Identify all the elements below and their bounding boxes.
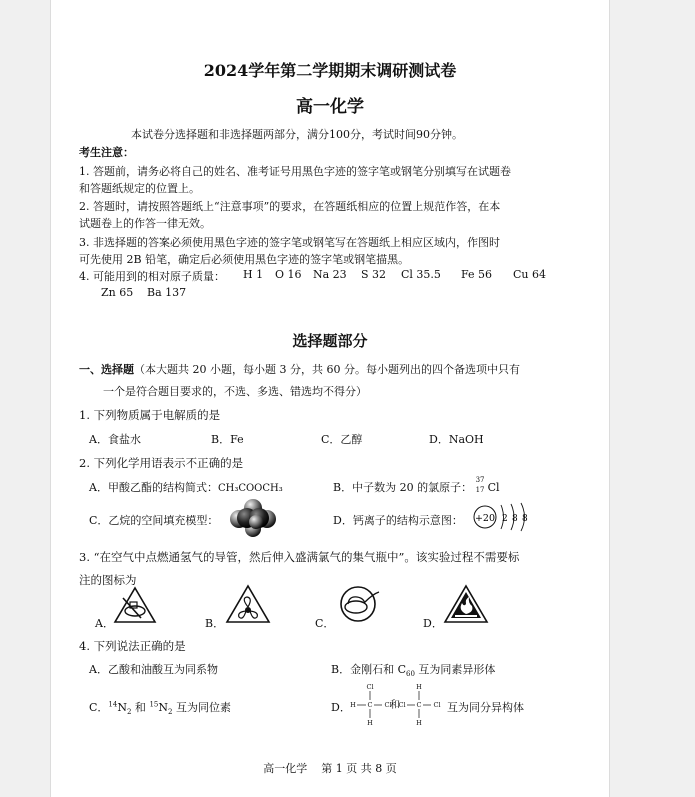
q2-b-text: B．中子数为 20 的氯原子： xyxy=(333,481,473,494)
q2-option-c[interactable]: C．乙烷的空间填充模型： xyxy=(89,514,219,527)
ethane-space-filling-model-icon xyxy=(229,499,277,537)
q1-option-c[interactable]: C．乙醇 xyxy=(321,433,363,446)
exam-intro: 本试卷分选择题和非选择题两部分，满分100分，考试时间90分钟。 xyxy=(131,128,463,141)
q2-b-nuclide xyxy=(475,476,488,494)
struct-label: 和 xyxy=(390,700,400,711)
q4-c-a-mass: 14 xyxy=(108,700,118,709)
part1-heading xyxy=(79,361,520,377)
q4-c-b-mass: 15 xyxy=(149,700,159,709)
exam-subject: 高一化学 xyxy=(296,97,364,117)
q4-b-sub: 60 xyxy=(406,670,415,679)
q1-option-b[interactable]: B．Fe xyxy=(211,433,244,446)
atomic-mass: Zn 65 xyxy=(101,286,134,299)
exam-page xyxy=(50,0,610,797)
q2-d-shell-3: 8 xyxy=(522,514,528,524)
q4-d-post: 互为同分异构体 xyxy=(447,701,524,714)
q2-d-shell-2: 8 xyxy=(512,514,518,524)
q4-b-post: 互为同素异形体 xyxy=(414,663,496,676)
q2-option-d[interactable]: D．钙离子的结构示意图： xyxy=(333,514,463,527)
q2-b-mass: 37 xyxy=(475,476,485,484)
q4-b-pre: B．金刚石和 C xyxy=(331,663,406,676)
q3-option-c[interactable]: C． xyxy=(315,617,335,630)
goggles-safety-icon xyxy=(113,586,157,624)
atomic-mass: S 32 xyxy=(361,268,387,281)
q2-a-text: A．甲酸乙酯的结构简式： xyxy=(89,481,218,494)
struct-label: Cl xyxy=(366,683,374,691)
atomic-mass: Na 23 xyxy=(313,268,347,281)
part1-label: 一、选择题 xyxy=(79,363,134,376)
notice-4-label: 4. 可能用到的相对原子质量： xyxy=(79,270,225,283)
atomic-mass: H 1 xyxy=(243,268,264,281)
calcium-ion-structure-diagram xyxy=(471,500,533,534)
struct-label: H xyxy=(367,719,373,727)
notice-1b: 和答题纸规定的位置上。 xyxy=(79,182,200,195)
q4-c-a-sub: 2 xyxy=(126,708,132,717)
q3-option-b[interactable]: B． xyxy=(205,617,225,630)
q4-c-a-sym: N xyxy=(117,701,127,714)
q4-c-b-sym: N xyxy=(158,701,168,714)
q4-c-post: 互为同位素 xyxy=(172,701,231,714)
q3-stem-b: 注的图标为 xyxy=(79,573,137,587)
dichloromethane-structures xyxy=(349,680,443,728)
atomic-mass: Fe 56 xyxy=(461,268,493,281)
q2-a-formula: CH₃COOCH₃ xyxy=(217,483,283,494)
q2-d-nucleus: +20 xyxy=(474,513,496,524)
flammable-fire-icon xyxy=(443,584,489,624)
atomic-mass: Cu 64 xyxy=(513,268,546,281)
q2-b-atomic: 17 xyxy=(475,486,485,494)
atomic-mass: O 16 xyxy=(275,268,302,281)
notice-1a: 1. 答题前，请务必将自己的姓名、准考证号用黑色字迹的签字笔或钢笔分别填写在试题卷 xyxy=(79,165,511,178)
q4-option-c[interactable] xyxy=(89,699,231,716)
q3-stem-a: 3. “在空气中点燃通氢气的导管，然后伸入盛满氯气的集气瓶中”。该实验过程不需要标 xyxy=(79,550,520,564)
heating-hot-surface-icon xyxy=(335,584,381,624)
atomic-mass: Cl 35.5 xyxy=(401,268,441,281)
q3-option-d[interactable]: D． xyxy=(423,617,443,630)
exhaust-ventilation-icon xyxy=(225,584,271,624)
notice-2a: 2. 答题时，请按照答题纸上“注意事项”的要求，在答题纸相应的位置上规范作答，在本 xyxy=(79,200,501,213)
q4-c-b-sub: 2 xyxy=(167,708,173,717)
struct-label: H xyxy=(416,683,422,691)
notice-3a: 3. 非选择题的答案必须使用黑色字迹的签字笔或钢笔写在答题纸上相应区域内，作图时 xyxy=(79,236,500,249)
notice-3b: 可先使用 2B 铅笔，确定后必须使用黑色字迹的签字笔或钢笔描黑。 xyxy=(79,253,410,266)
q2-b-symbol: Cl xyxy=(487,481,500,494)
part1-desc-b: 一个是符合题目要求的，不选、多选、错选均不得分） xyxy=(103,385,367,398)
struct-label: C xyxy=(367,701,373,709)
struct-label: Cl xyxy=(398,701,406,709)
notice-heading: 考生注意： xyxy=(79,146,134,159)
struct-label: H xyxy=(350,701,356,709)
q4-option-b[interactable] xyxy=(331,661,495,678)
struct-label: Cl xyxy=(384,701,392,709)
q4-option-a[interactable]: A．乙酸和油酸互为同系物 xyxy=(89,663,218,676)
section-title: 选择题部分 xyxy=(292,332,368,350)
struct-label: C xyxy=(416,701,422,709)
q4-c-label: C． xyxy=(89,701,109,714)
q3-option-a[interactable]: A． xyxy=(95,617,114,630)
part1-desc-a: （本大题共 20 小题，每小题 3 分，共 60 分。每小题列出的四个备选项中只有 xyxy=(134,363,520,376)
notice-2b: 试题卷上的作答一律无效。 xyxy=(79,217,211,230)
q2-stem: 2. 下列化学用语表示不正确的是 xyxy=(79,456,244,470)
q1-stem: 1. 下列物质属于电解质的是 xyxy=(79,408,221,422)
q4-c-mid: 和 xyxy=(131,701,150,714)
struct-label: H xyxy=(416,719,422,727)
page-footer: 高一化学 第 1 页 共 8 页 xyxy=(263,762,397,775)
q4-option-d-label[interactable]: D． xyxy=(331,701,351,714)
struct-label: Cl xyxy=(433,701,441,709)
q2-option-a[interactable] xyxy=(89,479,283,495)
q1-option-a[interactable]: A．食盐水 xyxy=(89,433,141,446)
q1-option-d[interactable]: D．NaOH xyxy=(429,433,484,446)
q2-d-shell-1: 2 xyxy=(502,514,508,524)
atomic-mass: Ba 137 xyxy=(147,286,187,299)
exam-title: 2024学年第二学期期末调研测试卷 xyxy=(203,61,457,80)
q4-stem: 4. 下列说法正确的是 xyxy=(79,639,186,653)
q2-option-b[interactable] xyxy=(333,476,500,495)
